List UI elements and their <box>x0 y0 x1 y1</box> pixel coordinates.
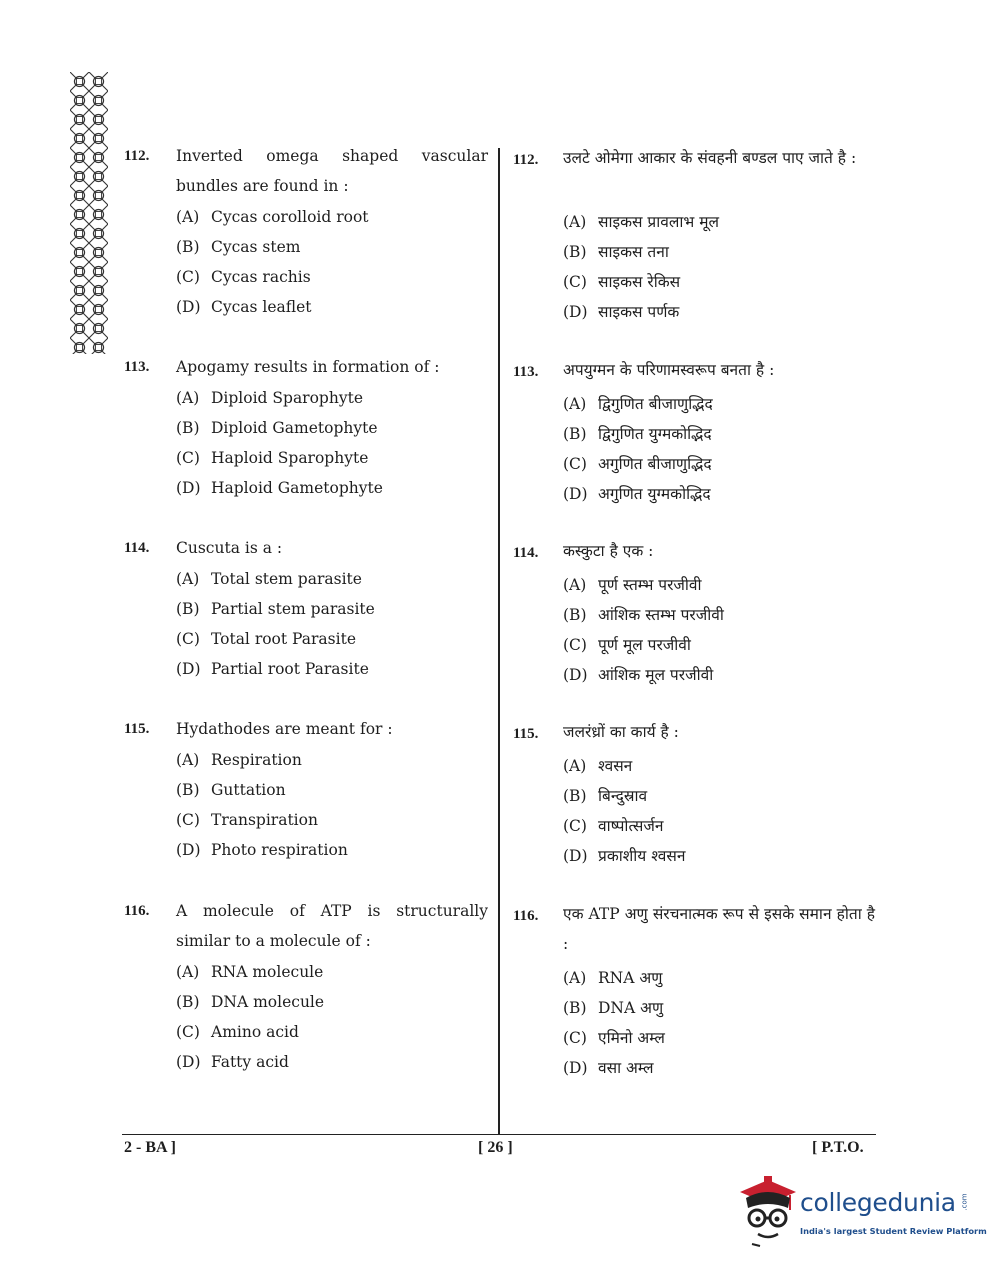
option-c: (C) साइकस रेकिस <box>563 273 681 291</box>
option-d: (D) Partial root Parasite <box>176 660 369 678</box>
option-b: (B) आंशिक स्तम्भ परजीवी <box>563 606 724 624</box>
option-c: (C) Amino acid <box>176 1023 299 1041</box>
logo-domain: .com <box>960 1193 969 1211</box>
option-b: (B) बिन्दुस्राव <box>563 787 648 805</box>
option-a: (A) द्विगुणित बीजाणुद्भिद <box>563 395 713 413</box>
question-stem: उलटे ओमेगा आकार के संवहनी बण्डल पाए जाते है : <box>563 149 857 167</box>
logo-tagline: India's largest Student Review Platform <box>800 1226 987 1236</box>
question-number: 113. <box>513 364 539 380</box>
decorative-border-pattern <box>70 72 108 354</box>
option-c: (C) अगुणित बीजाणुद्भिद <box>563 455 712 473</box>
option-d: (D) Cycas leaflet <box>176 298 312 316</box>
question-number: 116. <box>124 903 150 919</box>
collegedunia-logo <box>738 1176 987 1248</box>
option-c: (C) पूर्ण मूल परजीवी <box>563 636 691 654</box>
option-c: (C) एमिनो अम्ल <box>563 1029 665 1047</box>
pto-label: [ P.T.O. <box>812 1139 864 1156</box>
option-a: (A) साइकस प्रावलाभ मूल <box>563 213 719 231</box>
option-c: (C) Transpiration <box>176 811 318 829</box>
option-d: (D) Fatty acid <box>176 1053 289 1071</box>
option-a: (A) Respiration <box>176 751 302 769</box>
option-b: (B) द्विगुणित युग्मकोद्भिद <box>563 425 712 443</box>
page-number: [ 26 ] <box>478 1139 513 1156</box>
question-number: 115. <box>124 721 150 737</box>
option-b: (B) DNA molecule <box>176 993 325 1011</box>
option-b: (B) Guttation <box>176 781 286 799</box>
option-a: (A) RNA अणु <box>563 969 663 987</box>
option-b: (B) Diploid Gametophyte <box>176 419 378 437</box>
question-stem: Apogamy results in formation of : <box>176 358 440 376</box>
footer-rule <box>122 1134 876 1135</box>
question-number: 114. <box>124 540 150 556</box>
mascot-icon <box>738 1176 798 1248</box>
option-c: (C) वाष्पोत्सर्जन <box>563 817 664 835</box>
option-a: (A) Cycas corolloid root <box>176 208 369 226</box>
question-number: 116. <box>513 908 539 924</box>
logo-wordmark: collegedunia <box>800 1188 956 1217</box>
option-d: (D) अगुणित युग्मकोद्भिद <box>563 485 711 503</box>
question-stem: अपयुग्मन के परिणामस्वरूप बनता है : <box>563 361 775 379</box>
question-stem: कस्कुटा है एक : <box>563 542 654 560</box>
question-number: 112. <box>513 152 539 168</box>
question-stem: Cuscuta is a : <box>176 539 283 557</box>
question-stem: एक ATP अणु संरचनात्मक रूप से इसके समान होता है : <box>563 905 875 953</box>
question-number: 114. <box>513 545 539 561</box>
question-stem: Inverted omega shaped vascular bundles are found in : <box>176 147 488 195</box>
option-b: (B) Partial stem parasite <box>176 600 375 618</box>
question-number: 112. <box>124 148 150 164</box>
question-stem: A molecule of ATP is structurally similar to a molecule of : <box>176 902 488 950</box>
option-d: (D) वसा अम्ल <box>563 1059 654 1077</box>
option-c: (C) Total root Parasite <box>176 630 356 648</box>
question-stem: Hydathodes are meant for : <box>176 720 393 738</box>
paper-code: 2 - BA ] <box>124 1139 176 1156</box>
option-c: (C) Cycas rachis <box>176 268 311 286</box>
option-b: (B) DNA अणु <box>563 999 664 1017</box>
option-d: (D) प्रकाशीय श्वसन <box>563 847 686 865</box>
option-a: (A) Diploid Sparophyte <box>176 389 363 407</box>
option-a: (A) पूर्ण स्तम्भ परजीवी <box>563 576 702 594</box>
option-d: (D) आंशिक मूल परजीवी <box>563 666 714 684</box>
option-b: (B) Cycas stem <box>176 238 301 256</box>
option-a: (A) श्वसन <box>563 757 633 775</box>
question-number: 115. <box>513 726 539 742</box>
option-d: (D) Photo respiration <box>176 841 348 859</box>
column-divider <box>498 148 500 1134</box>
option-b: (B) साइकस तना <box>563 243 669 261</box>
option-d: (D) Haploid Gametophyte <box>176 479 383 497</box>
option-c: (C) Haploid Sparophyte <box>176 449 369 467</box>
option-a: (A) RNA molecule <box>176 963 324 981</box>
option-d: (D) साइकस पर्णक <box>563 303 680 321</box>
question-stem: जलरंध्रों का कार्य है : <box>563 723 679 741</box>
question-number: 113. <box>124 359 150 375</box>
option-a: (A) Total stem parasite <box>176 570 362 588</box>
